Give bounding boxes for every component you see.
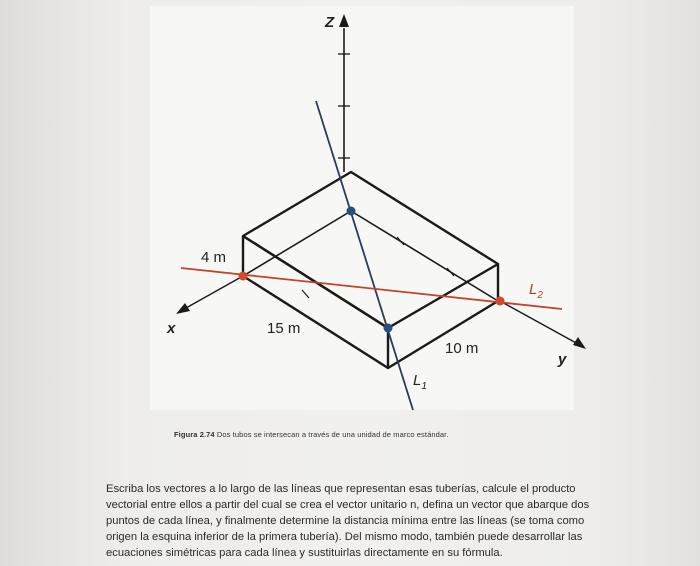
y-axis (500, 301, 578, 344)
figure-caption-text: Dos tubos se intersecan a través de una unidad de marco estándar. (216, 430, 449, 439)
problem-line: vectorial entre ellos a partir del cual se crea el vector unitario n, defina un vector que abarque dos (106, 499, 590, 511)
problem-statement (106, 481, 646, 561)
intersection-point-right (496, 297, 505, 306)
x-axis (186, 276, 243, 308)
figure-number: Figura 2.74 (174, 430, 215, 439)
problem-line: puntos de cada línea, y finalmente determine la distancia mínima entre las líneas (se toma como (106, 515, 585, 527)
line-l1-label: $L_1$ (413, 372, 427, 392)
intersection-point-left (239, 272, 248, 281)
line-l2-label: $L_2$ (529, 281, 543, 301)
figure-caption (174, 430, 594, 439)
dimension-length-label: 15 m (267, 320, 301, 337)
dimension-width-label: 10 m (445, 340, 479, 357)
pipe-line-l1 (316, 101, 413, 410)
y-axis-label: y (558, 351, 567, 368)
dimension-height-label: 4 m (201, 249, 227, 266)
x-axis-label: x (167, 320, 176, 337)
problem-line: origen la esquina inferior de la primera tubería). Del mismo modo, también puede desarrollar las (106, 531, 583, 543)
frame-box (243, 172, 498, 368)
y-axis-arrowhead (573, 337, 586, 349)
x-axis-arrowhead (176, 303, 190, 314)
frame-inner-lines (243, 211, 498, 328)
intersection-point-bottom (384, 324, 393, 333)
problem-line: ecuaciones simétricas para cada línea y sustituirlas directamente en su fórmula. (106, 547, 503, 559)
z-axis-arrowhead (339, 14, 349, 27)
z-axis-label: Z (325, 14, 335, 31)
problem-line: Escriba los vectores a lo largo de las líneas que representan esas tuberías, calcule el producto (106, 483, 576, 495)
pipe-line-l2 (181, 268, 562, 309)
intersection-point-top (347, 207, 356, 216)
